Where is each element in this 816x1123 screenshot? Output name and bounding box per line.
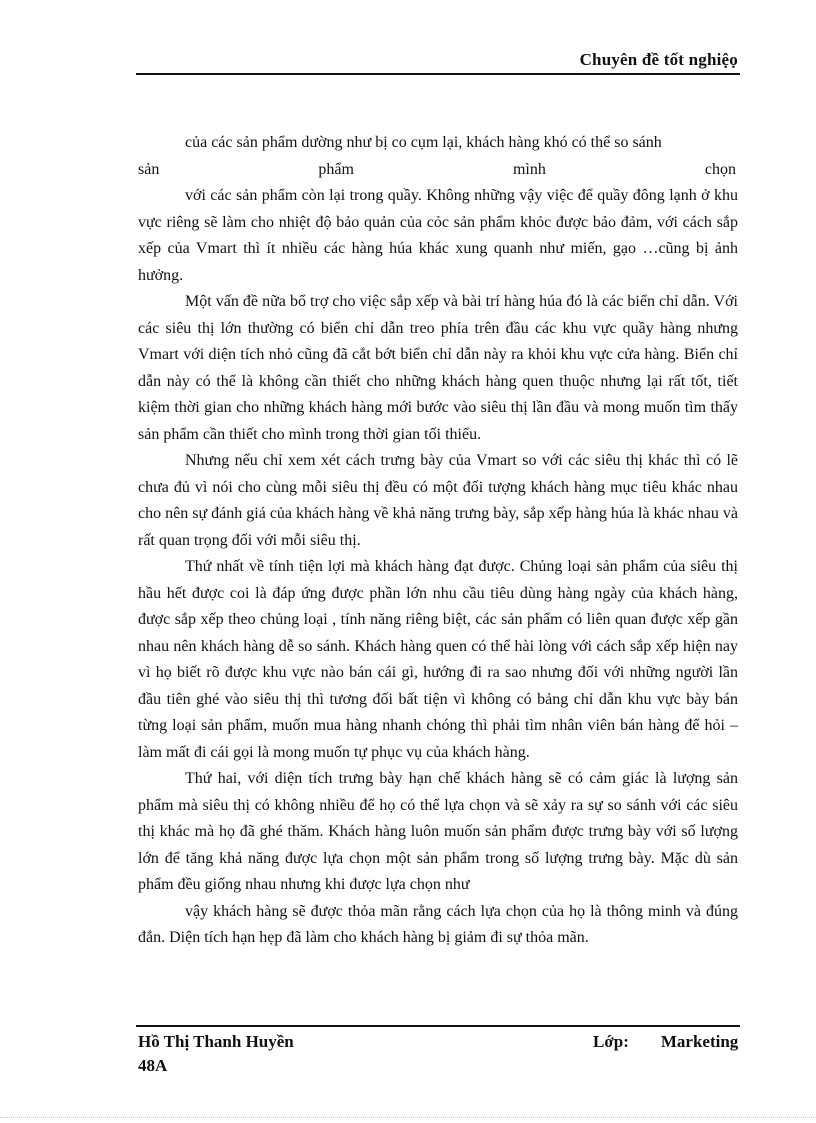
document-body (138, 130, 738, 952)
paragraph-1-lead: của các sản phẩm dường như bị co cụm lại, khách hàng khó có thể so sánh (185, 134, 662, 151)
footer-course: Marketing (660, 1032, 739, 1051)
header-rule (136, 73, 740, 75)
footer-rule (136, 1025, 740, 1027)
gap-word: phẩm (318, 160, 354, 178)
footer-class (593, 1030, 738, 1054)
justified-gap-line (138, 157, 738, 184)
paragraph-3: Nhưng nếu chỉ xem xét cách trưng bày của Vmart so với các siêu thị khác thì có lẽ chưa đủ vì nói cho cùng mỗi siêu thị đều có một đối tượng khách hàng mục tiêu khác nhau cho nên sự đánh giá của khách hàng về khả năng trưng bày, sắp xếp hàng húa là khác nhau và rất quan trọng đối với mỗi siêu thị. (138, 452, 738, 549)
footer-cohort: 48A (138, 1056, 168, 1075)
paragraph-1-continued: với các sản phẩm còn lại trong quầy. Không những vậy việc để quầy đông lạnh ở khu vực riêng sẽ làm cho nhiệt độ bảo quản của cỏc sản phẩm khỏc được bảo đảm, với cách sắp xếp của Vmart thì ít nhiều các hàng húa khác xung quanh như miến, gạo …cũng bị ảnh hưởng. (138, 187, 738, 284)
paragraph-2: Một vấn đề nữa bổ trợ cho việc sắp xếp và bài trí hàng húa đó là các biển chỉ dẫn. Với các siêu thị lớn thường có biển chỉ dẫn treo phía trên đầu các khu vực quầy hàng nhưng Vmart với diện tích nhỏ cũng đã cắt bớt biển chỉ dẫn này ra khỏi khu vực cửa hàng. Biển chỉ dẫn này có thể là không cần thiết cho những khách hàng quen thuộc nhưng lại rất tốt, tiết kiệm thời gian cho những khách hàng mới bước vào siêu thị lần đầu và mong muốn tìm thấy sản phẩm cần thiết cho mình trong thời gian tối thiểu. (138, 293, 738, 443)
page-edge-divider (0, 1117, 816, 1118)
gap-word: mình (512, 160, 546, 178)
header-title: Chuyên đề tốt nghiệọ (579, 50, 738, 69)
gap-word: chọn (704, 160, 736, 178)
paragraph-6: vậy khách hàng sẽ được thỏa mãn rằng cách lựa chọn của họ là thông minh và đúng đắn. Diện tích hạn hẹp đã làm cho khách hàng bị giảm đi sự thỏa mãn. (138, 902, 738, 946)
footer-class-label: Lớp: (593, 1032, 629, 1051)
gap-word: sản (138, 160, 160, 178)
paragraph-4: Thứ nhất về tính tiện lợi mà khách hàng đạt được. Chủng loại sản phẩm của siêu thị hầu hết được coi là đáp ứng được phần lớn nhu cầu tiêu dùng hàng ngày của khách hàng, được sắp xếp theo chủng loại , tính năng riêng biệt, các sản phẩm có liên quan được xếp gần nhau nên khách hàng dễ so sánh. Khách hàng quen có thể hài lòng với cách sắp xếp hiện nay vì họ biết rõ được khu vực nào bán cái gì, hướng đi ra sao nhưng đối với những người lần đầu tiên ghé vào siêu thị thì tương đối bất tiện vì không có bảng chỉ dẫn khu vực bày bán từng loại sản phẩm, muốn mua hàng nhanh chóng thì phải tìm nhân viên bán hàng để hỏi – làm mất đi cái gọi là mong muốn tự phục vụ của khách hàng. (138, 558, 738, 761)
paragraph-5: Thứ hai, với diện tích trưng bày hạn chế khách hàng sẽ có cảm giác là lượng sản phẩm mà siêu thị có không nhiều để họ có thể lựa chọn và sẽ xảy ra sự so sánh với các siêu thị khác mà họ đã ghé thăm. Khách hàng luôn muốn sản phẩm được trưng bày với số lượng lớn để tăng khả năng được lựa chọn một sản phẩm trong số lượng trưng bày. Mặc dù sản phẩm đều giống nhau nhưng khi được lựa chọn như (138, 770, 738, 893)
footer-author: Hồ Thị Thanh Huyền (138, 1032, 294, 1051)
